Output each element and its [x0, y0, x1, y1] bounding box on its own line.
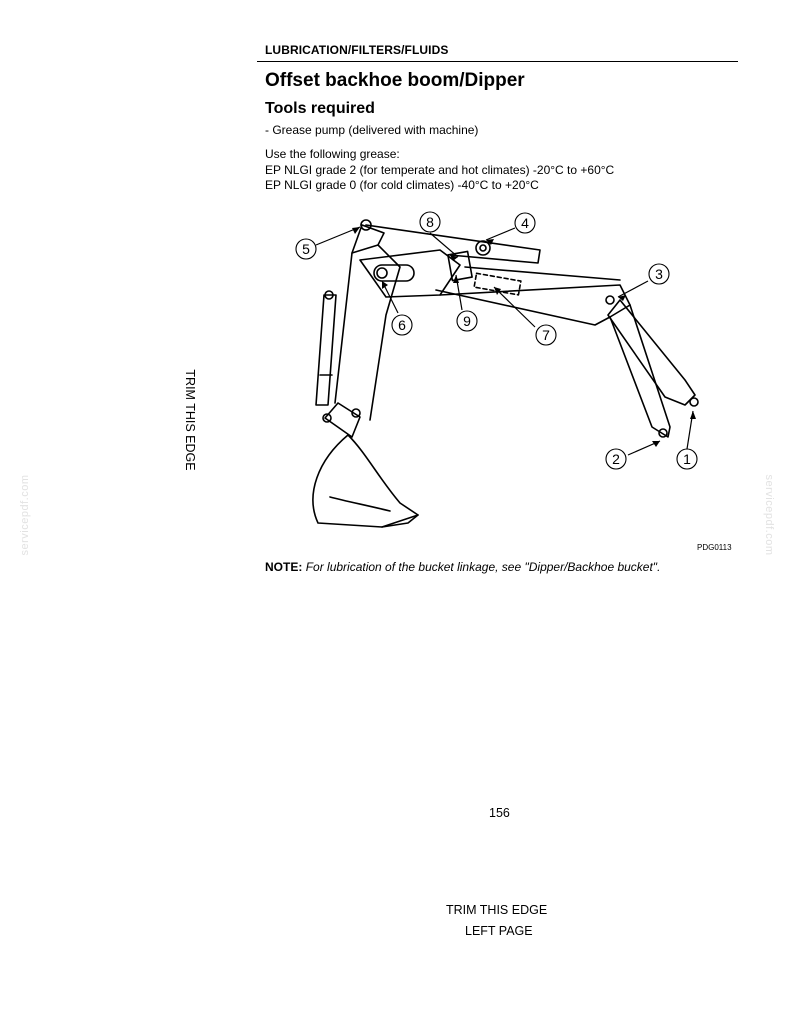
backhoe-diagram [290, 205, 730, 555]
page-number: 156 [489, 806, 510, 820]
callout-4 [515, 213, 535, 233]
figure-code: PDG0113 [697, 543, 732, 552]
boom-cylinder [608, 300, 695, 405]
bucket-cylinder [316, 295, 336, 405]
bucket-outline [313, 435, 418, 527]
note-text: For lubrication of the bucket linkage, see "Dipper/Backhoe bucket". [305, 560, 661, 574]
svg-text:6: 6 [398, 317, 406, 333]
left-page-label: LEFT PAGE [465, 924, 533, 938]
svg-text:2: 2 [612, 451, 620, 467]
svg-text:4: 4 [521, 215, 529, 231]
callout-6 [392, 315, 412, 335]
page-title: Offset backhoe boom/Dipper [265, 70, 525, 91]
arrow-heads [352, 227, 696, 447]
backhoe-illustration [290, 205, 730, 555]
grease-spec [265, 147, 614, 194]
section-header: LUBRICATION/FILTERS/FLUIDS [265, 43, 449, 57]
callout-arrows [316, 227, 693, 455]
tools-item: - Grease pump (delivered with machine) [265, 123, 479, 137]
svg-text:9: 9 [463, 313, 471, 329]
callout-8 [420, 212, 440, 232]
dipper-head [360, 250, 460, 297]
grease-intro: Use the following grease: [265, 147, 400, 161]
grease-line-1: EP NLGI grade 2 (for temperate and hot climates) -20°C to +60°C [265, 162, 615, 177]
callout-2 [606, 449, 626, 469]
grease-line-2: EP NLGI grade 0 (for cold climates) -40°C to +20°C [265, 178, 539, 192]
svg-text:1: 1 [683, 451, 691, 467]
svg-text:5: 5 [302, 241, 310, 257]
note-label: NOTE: [265, 560, 303, 574]
svg-text:7: 7 [542, 327, 550, 343]
header-rule [257, 61, 738, 62]
callout-7 [536, 325, 556, 345]
trim-edge-side: TRIM THIS EDGE [183, 369, 197, 471]
watermark-right: servicepdf.com [763, 474, 775, 556]
trim-edge-bottom: TRIM THIS EDGE [446, 903, 548, 917]
svg-text:3: 3 [655, 266, 663, 282]
bucket-inner [330, 497, 390, 511]
callout-1 [677, 449, 697, 469]
tools-heading: Tools required [265, 100, 375, 117]
callout-3 [649, 264, 669, 284]
note [265, 560, 660, 574]
callout-9 [457, 311, 477, 331]
svg-text:8: 8 [426, 214, 434, 230]
callout-5 [296, 239, 316, 259]
watermark-left: servicepdf.com [19, 474, 31, 556]
